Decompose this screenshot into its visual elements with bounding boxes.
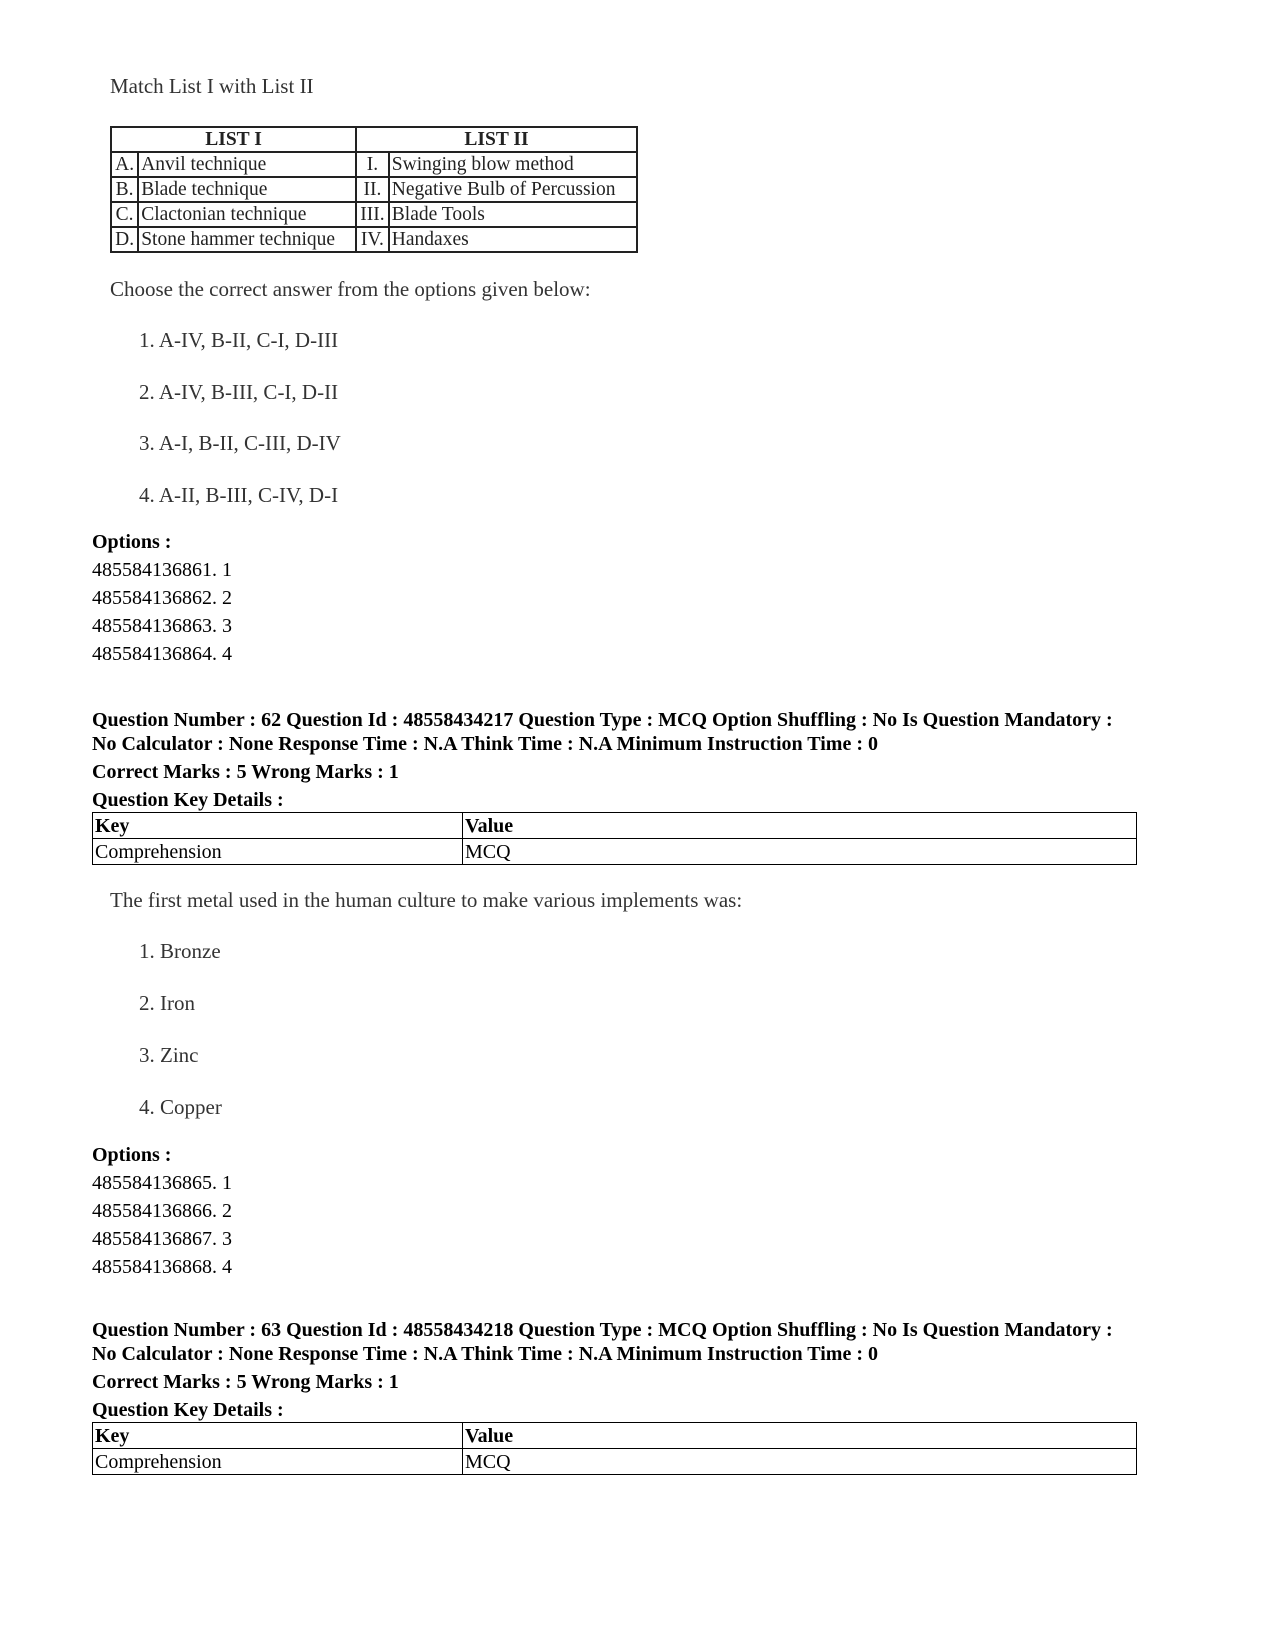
answer-choice-2: 2. Iron (139, 991, 195, 1015)
match-instruction: Match List I with List II (110, 74, 314, 98)
key-table-row (93, 1449, 1137, 1475)
match-table (110, 126, 638, 253)
question-meta-line-1: Question Number : 62 Question Id : 48558434217 Question Type : MCQ Option Shuffling : No Is Question Mandatory : (92, 709, 1113, 731)
match-row (111, 177, 637, 202)
option-id: 485584136867. 3 (92, 1228, 232, 1250)
list-2-numeral: I. (356, 152, 389, 177)
option-id: 485584136866. 2 (92, 1200, 232, 1222)
value-cell: MCQ (463, 839, 1137, 865)
list-2-item: Swinging blow method (389, 152, 637, 177)
value-header: Value (463, 813, 1137, 839)
option-id: 485584136865. 1 (92, 1172, 232, 1194)
match-row (111, 202, 637, 227)
list-1-item: Clactonian technique (138, 202, 356, 227)
match-table-header (111, 127, 637, 152)
option-id: 485584136868. 4 (92, 1256, 232, 1278)
question-marks: Correct Marks : 5 Wrong Marks : 1 (92, 1371, 399, 1393)
list-1-letter: B. (111, 177, 138, 202)
list-1-item: Stone hammer technique (138, 227, 356, 252)
list-1-item: Blade technique (138, 177, 356, 202)
option-id: 485584136863. 3 (92, 615, 232, 637)
key-header: Key (93, 813, 463, 839)
key-table-header (93, 1423, 1137, 1449)
list-2-header: LIST II (356, 127, 637, 152)
value-cell: MCQ (463, 1449, 1137, 1475)
key-details-label: Question Key Details : (92, 1399, 284, 1421)
list-1-header: LIST I (111, 127, 356, 152)
list-2-item: Handaxes (389, 227, 637, 252)
answer-choice-1: 1. A-IV, B-II, C-I, D-III (139, 328, 339, 352)
options-label: Options : (92, 531, 172, 553)
list-2-item: Negative Bulb of Percussion (389, 177, 637, 202)
list-2-item: Blade Tools (389, 202, 637, 227)
list-1-item: Anvil technique (138, 152, 356, 177)
answer-choice-3: 3. A-I, B-II, C-III, D-IV (139, 431, 341, 455)
key-details-table (92, 1422, 1137, 1475)
answer-choice-1: 1. Bronze (139, 939, 221, 963)
list-1-letter: A. (111, 152, 138, 177)
key-cell: Comprehension (93, 1449, 463, 1475)
key-table-header (93, 813, 1137, 839)
match-row (111, 152, 637, 177)
answer-choice-4: 4. A-II, B-III, C-IV, D-I (139, 483, 339, 507)
answer-prompt: Choose the correct answer from the options given below: (110, 277, 591, 301)
key-cell: Comprehension (93, 839, 463, 865)
list-1-letter: C. (111, 202, 138, 227)
match-row (111, 227, 637, 252)
option-id: 485584136864. 4 (92, 643, 232, 665)
value-header: Value (463, 1423, 1137, 1449)
key-details-table (92, 812, 1137, 865)
option-id: 485584136862. 2 (92, 587, 232, 609)
question-meta-line-1: Question Number : 63 Question Id : 48558434218 Question Type : MCQ Option Shuffling : No Is Question Mandatory : (92, 1319, 1113, 1341)
list-2-numeral: III. (356, 202, 389, 227)
question-meta-line-2: No Calculator : None Response Time : N.A Think Time : N.A Minimum Instruction Time : 0 (92, 1343, 878, 1365)
answer-choice-3: 3. Zinc (139, 1043, 199, 1067)
list-1-letter: D. (111, 227, 138, 252)
list-2-numeral: II. (356, 177, 389, 202)
key-details-label: Question Key Details : (92, 789, 284, 811)
answer-choice-4: 4. Copper (139, 1095, 222, 1119)
question-meta-line-2: No Calculator : None Response Time : N.A Think Time : N.A Minimum Instruction Time : 0 (92, 733, 878, 755)
options-label: Options : (92, 1144, 172, 1166)
option-id: 485584136861. 1 (92, 559, 232, 581)
question-marks: Correct Marks : 5 Wrong Marks : 1 (92, 761, 399, 783)
key-table-row (93, 839, 1137, 865)
key-header: Key (93, 1423, 463, 1449)
question-text: The first metal used in the human culture to make various implements was: (110, 888, 743, 912)
answer-choice-2: 2. A-IV, B-III, C-I, D-II (139, 380, 339, 404)
list-2-numeral: IV. (356, 227, 389, 252)
